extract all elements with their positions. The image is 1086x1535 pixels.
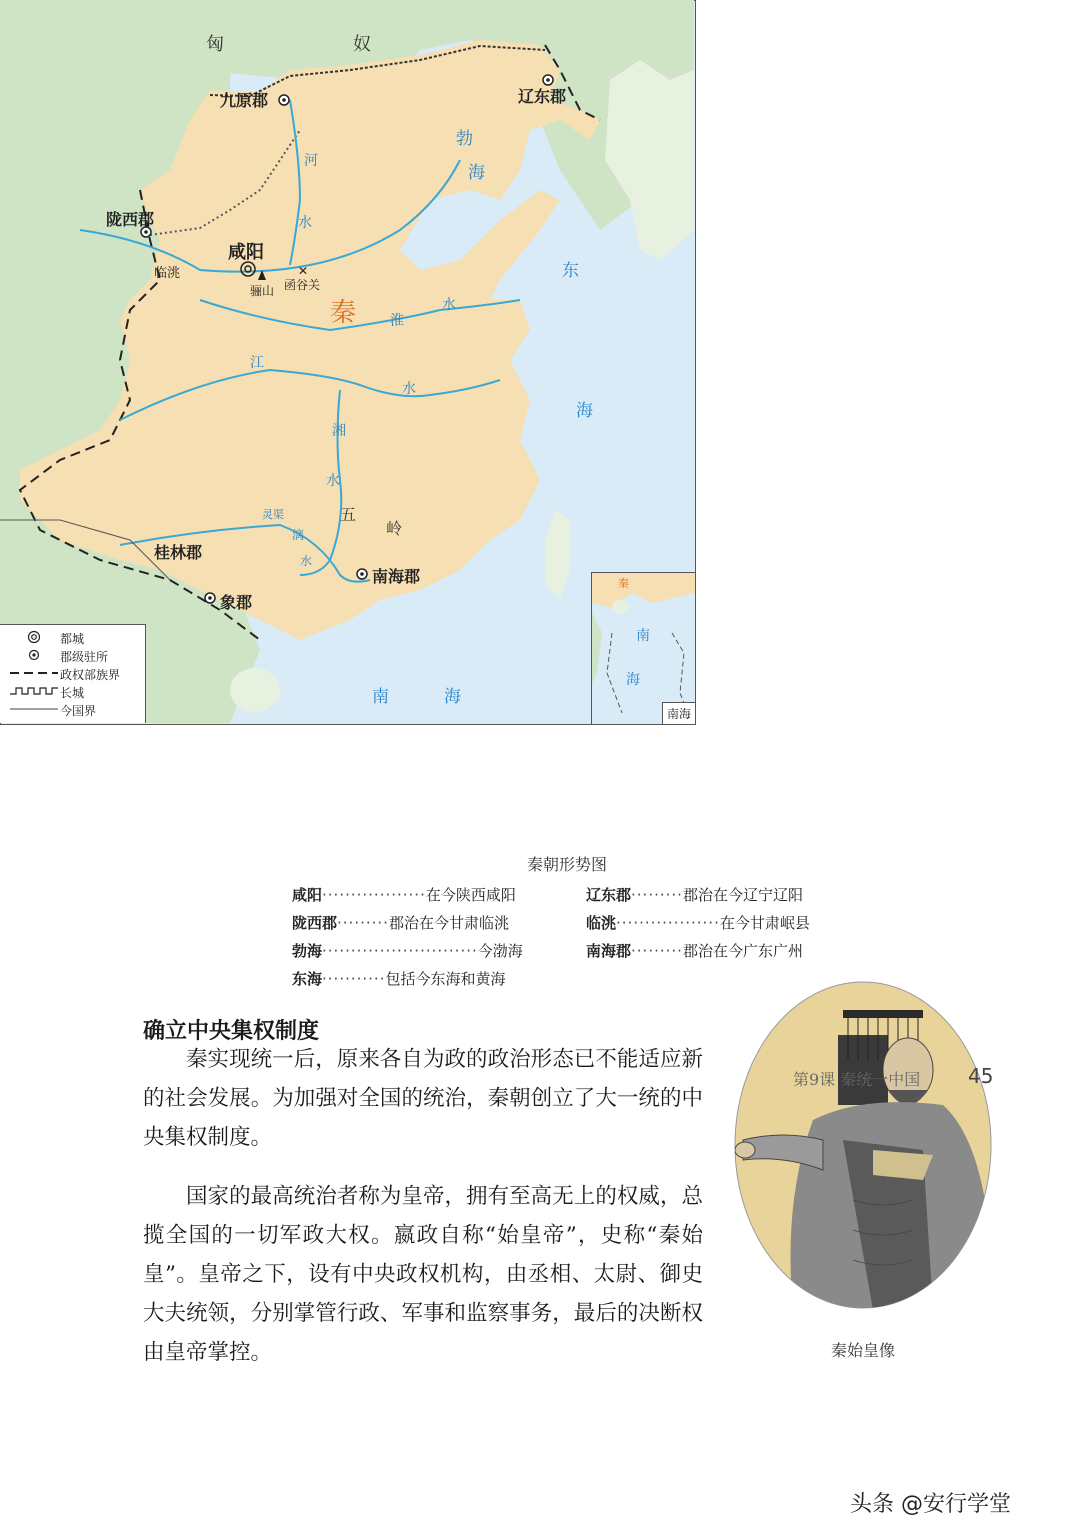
glossary-item xyxy=(586,912,810,933)
map-label-lishan: 骊山 xyxy=(250,284,275,298)
legend-modern-border-label: 今国界 xyxy=(60,703,97,718)
map-label-nanhai-2: 海 xyxy=(444,687,461,707)
glossary-item xyxy=(586,884,803,905)
modern-border-line-icon xyxy=(8,702,60,719)
glossary-item xyxy=(292,912,509,933)
glossary-definition: 在今陕西咸阳 xyxy=(425,886,516,904)
watermark: 头条 @安行学堂 xyxy=(850,1492,1011,1517)
map-label-hanguguan: 函谷关 xyxy=(284,278,321,292)
glossary-definition: 郡治在今广东广州 xyxy=(682,942,803,960)
map-label-li-2: 水 xyxy=(300,554,313,568)
paragraph-1: 秦实现统一后，原来各自为政的政治形态已不能适应新的社会发展。为加强对全国的统治，秦朝创立了大一统的中央集权制度。 xyxy=(143,1047,703,1150)
legend-commandery-label: 郡级驻所 xyxy=(60,649,109,664)
map-label-jiang-1: 江 xyxy=(250,355,264,371)
inset-title: 南海 xyxy=(662,702,695,724)
legend-row-great-wall xyxy=(8,683,84,701)
glossary-term: 陇西郡 xyxy=(292,914,338,932)
page-number: 45 xyxy=(968,1064,994,1088)
glossary-term: 南海郡 xyxy=(586,942,632,960)
map-label-he-1: 河 xyxy=(304,153,318,169)
map-label-liaodong: 辽东郡 xyxy=(518,87,567,106)
glossary-dots: ········· xyxy=(631,886,683,904)
inset-qin-tag: 秦 xyxy=(618,577,629,590)
map-label-donghai-2: 海 xyxy=(576,401,593,421)
map-label-xiang-jun: 象郡 xyxy=(220,593,253,612)
inset-sea-label-2: 海 xyxy=(626,672,640,688)
glossary-term: 临洮 xyxy=(586,914,617,932)
map-label-lintao: 临洮 xyxy=(154,266,181,281)
legend-boundary-label: 政权部族界 xyxy=(60,667,121,682)
map-label-longxi: 陇西郡 xyxy=(106,210,155,229)
map-label-xiang-1: 湘 xyxy=(332,423,346,439)
map-label-qin: 秦 xyxy=(330,298,357,328)
map-label-huai-2: 水 xyxy=(442,297,456,313)
paragraph-2: 国家的最高统治者称为皇帝，拥有至高无上的权威，总揽全国的一切军政大权。嬴政自称“始皇帝”，史称“秦始皇”。皇帝之下，设有中央政权机构，由丞相、太尉、御史大夫统领，分别掌管行政、军事和监察事务，最后的决断权由皇帝掌控。 xyxy=(143,1184,703,1365)
glossary-term: 东海 xyxy=(292,970,323,988)
map-caption: 秦朝形势图 xyxy=(526,855,607,874)
section-title: 确立中央集权制度 xyxy=(143,1019,320,1044)
map-label-li-1: 漓 xyxy=(292,528,305,542)
legend-great-wall-label: 长城 xyxy=(60,685,85,700)
map-label-xiongnu-2: 奴 xyxy=(353,34,373,55)
map-label-jiang-2: 水 xyxy=(402,381,416,397)
map-label-wuling-2: 岭 xyxy=(386,519,405,538)
glossary-term: 勃海 xyxy=(292,942,323,960)
svg-text:✕: ✕ xyxy=(298,264,309,278)
map-label-xianyang: 咸阳 xyxy=(228,242,264,263)
legend-capital-label: 都城 xyxy=(60,631,85,646)
glossary-definition: 郡治在今辽宁辽阳 xyxy=(682,886,803,904)
map-label-nanhai-1: 南 xyxy=(372,687,389,707)
glossary-dots: ·················· xyxy=(616,914,720,932)
qin-shi-huang-portrait xyxy=(733,980,993,1310)
legend-row-commandery xyxy=(8,647,108,665)
portrait-caption: 秦始皇像 xyxy=(830,1341,895,1360)
legend-row-capital xyxy=(8,629,84,647)
glossary-item xyxy=(292,968,505,989)
glossary-dots: ········· xyxy=(337,914,389,932)
map-label-donghai-1: 东 xyxy=(562,261,579,281)
glossary-term: 咸阳 xyxy=(292,886,323,904)
legend-row-modern-border xyxy=(8,701,96,719)
boundary-line-icon xyxy=(8,666,60,683)
glossary-dots: ········· xyxy=(631,942,683,960)
glossary-dots: ··························· xyxy=(322,942,478,960)
glossary-item xyxy=(292,884,516,905)
inset-sea-label-1: 南 xyxy=(636,628,650,644)
map-label-lingqu: 灵渠 xyxy=(262,508,284,521)
glossary-definition: 郡治在今甘肃临洮 xyxy=(388,914,509,932)
portrait-illustration xyxy=(733,980,993,1310)
map-label-wuling-1: 五 xyxy=(340,505,359,524)
map-legend xyxy=(0,624,146,723)
glossary-term: 辽东郡 xyxy=(586,886,632,904)
legend-row-boundary xyxy=(8,665,120,683)
glossary-item xyxy=(586,940,803,961)
glossary-definition: 在今甘肃岷县 xyxy=(719,914,810,932)
map-label-he-2: 水 xyxy=(298,215,312,231)
map-label-guilin: 桂林郡 xyxy=(154,543,203,562)
map-label-xiongnu-1: 匈 xyxy=(206,34,226,55)
glossary-definition: 包括今东海和黄海 xyxy=(385,970,506,988)
glossary-definition: 今渤海 xyxy=(477,942,523,960)
map-label-xiang-2: 水 xyxy=(326,473,340,489)
map-label-huai-1: 淮 xyxy=(390,313,404,329)
map-label-jiuyuan: 九原郡 xyxy=(220,91,269,110)
map-drawing xyxy=(0,0,694,723)
qin-dynasty-map xyxy=(0,0,696,725)
map-label-bohai-1: 勃 xyxy=(456,129,473,149)
capital-symbol-icon xyxy=(8,630,60,647)
map-label-nanhai-jun: 南海郡 xyxy=(372,567,421,586)
map-label-bohai-2: 海 xyxy=(468,163,485,183)
commandery-symbol-icon xyxy=(8,648,60,665)
south-china-sea-inset xyxy=(591,572,695,724)
glossary-dots: ·················· xyxy=(322,886,426,904)
glossary-dots: ··········· xyxy=(322,970,386,988)
great-wall-line-icon xyxy=(8,684,60,701)
lesson-footer: 第9课 秦统一中国 xyxy=(793,1070,921,1089)
glossary-item xyxy=(292,940,523,961)
